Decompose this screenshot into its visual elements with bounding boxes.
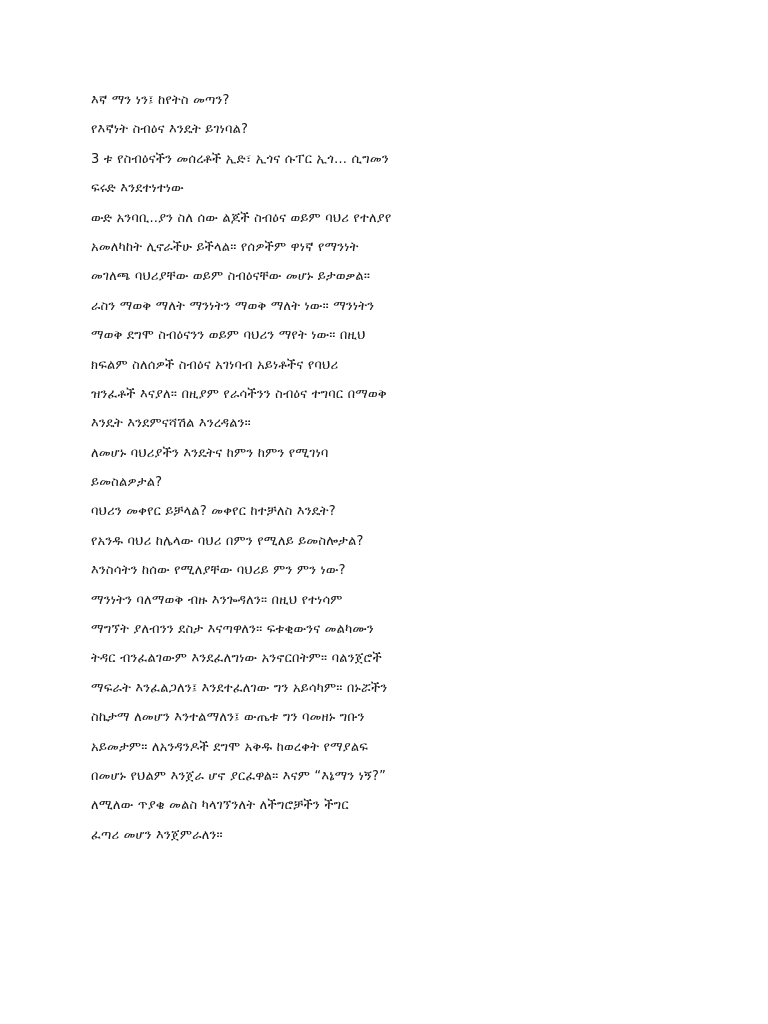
text-line: ፈጣሪ መሆን እንጀምራለን። — [91, 827, 223, 843]
text-line: ማፍራት እንፈልጋለን፤ እንደተፈለገው ግን አይሳካም። በኑሯችን — [91, 680, 388, 696]
text-line: ክፍልም ስለሰዎች ስብዕና አገነባብ አይነቶችና የባህሪ — [91, 357, 339, 373]
text-line: በመሆኑ የህልም እንጀራ ሆኖ ያርፈዋል። እናም “እኔማን ነኝ?” — [91, 768, 387, 784]
text-line: ማንነትን ባለማወቅ ብዙ እንጐዳለን። በዚህ የተነሳም — [91, 592, 343, 608]
text-line: ማወቅ ደግሞ ስብዕናንን ወይም ባህሪን ማየት ነው። በዚህ — [91, 328, 366, 344]
text-line: እንዴት እንደምናሻሽል እንረዳልን። — [91, 416, 251, 432]
text-line: ውድ አንባቢ..ያን ስለ ሰው ልጆች ስብዕና ወይም ባህሪ የተለያየ — [91, 210, 392, 226]
text-line: የአንዱ ባህሪ ከሌላው ባህሪ በምን የሚለይ ይመስሎታል? — [91, 533, 364, 549]
text-line: ይመስልዎታል? — [91, 475, 163, 491]
text-line: የእኛነት ስብዕና እንዴት ይገነባል? — [91, 122, 249, 138]
text-line: ባህሪን መቀየር ይቻላል? መቀየር ከተቻለስ እንዴት? — [91, 504, 336, 520]
text-line: ለሚለው ጥያቄ መልስ ካላገኘንለት ለችግሮቻችን ችግር — [91, 798, 349, 814]
text-line: አመለካከት ሊኖራችሁ ይችላል። የሰዎችም ዋነኛ የማንነት — [91, 239, 359, 255]
text-line: 3 ቱ የስብዕናችን መሰረቶች ኢድ፣ ኢጎና ሱፐር ኢጎ… ሲግመን — [91, 151, 389, 167]
text-line: እንስሳትን ከሰው የሚለያቸው ባህሪይ ምን ምን ነው? — [91, 563, 346, 579]
text-line: ለመሆኑ ባህሪያችን እንዴትና ከምን ከምን የሚገነባ — [91, 445, 329, 461]
text-line: አይመታም። ለአንዳንዶች ደግሞ አቅዱ ከወረቀት የማያልፍ — [91, 739, 369, 755]
text-line: ትዳር ብንፈልገውም እንደፈለግነው አንኖርበትም። ባልንጀሮች — [91, 651, 382, 667]
text-line: ማግኘት ያለብንን ደስታ እናጣዋለን። ፍቱቂውንና መልካሙን — [91, 622, 374, 638]
text-line: ራስን ማወቅ ማለት ማንነትን ማወቅ ማለት ነው። ማንነትን — [91, 298, 375, 314]
text-line: ዝንፈቶች እናያለ። በዚያም የራሳችንን ስብዕና ተግባር በማወቅ — [91, 386, 387, 402]
text-line: ፍሩድ እንደተነተነው — [91, 181, 184, 197]
text-line: እኛ ማን ነን፤ ከየትስ መጣን? — [91, 93, 230, 108]
text-line: ስኬታማ ለመሆን እንተልማለን፤ ውጤቱ ግን ባመዘኑ ግቡን — [91, 710, 365, 726]
text-line: መገለጫ ባህሪያቸው ወይም ስብዕናቸው መሆኑ ይታወቃል። — [91, 269, 371, 285]
